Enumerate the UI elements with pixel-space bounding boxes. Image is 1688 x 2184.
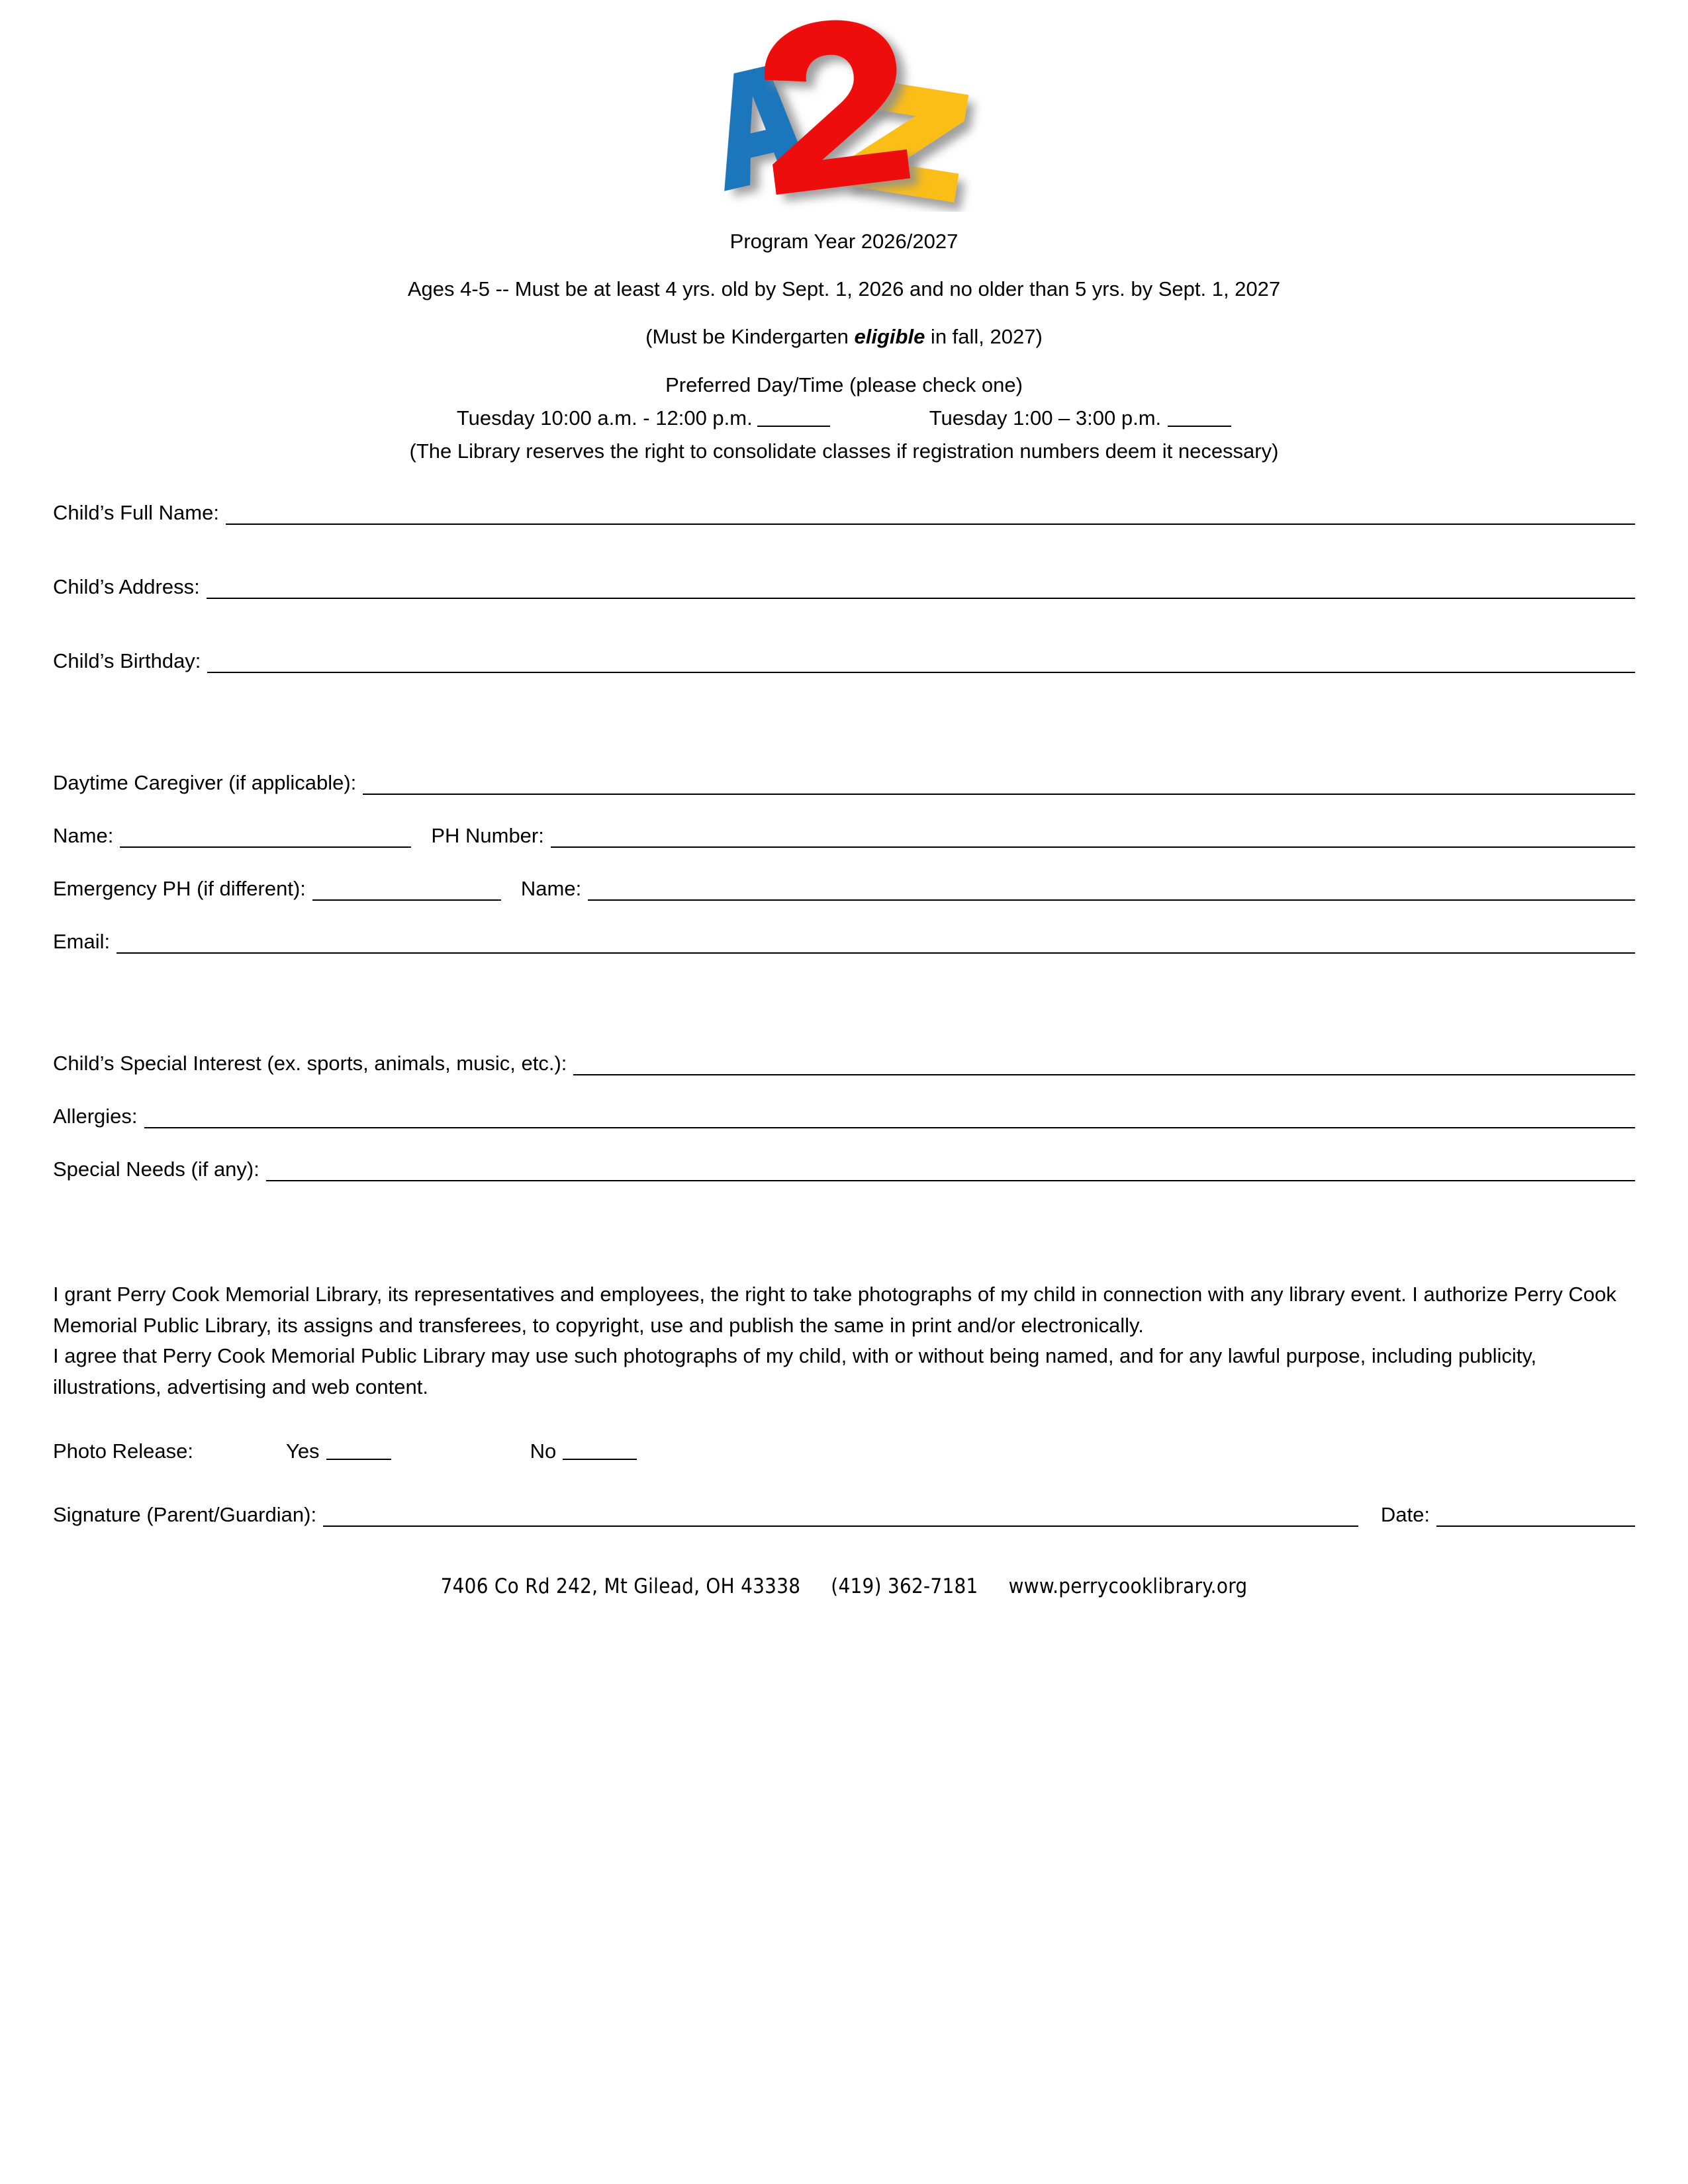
spacer (53, 1128, 1635, 1158)
photo-release-row (53, 1439, 1635, 1463)
spacer (53, 848, 1635, 877)
daytime-caregiver-input[interactable] (363, 776, 1635, 795)
consolidate-note: (The Library reserves the right to consolidate classes if registration numbers deem it necessary) (409, 439, 1279, 463)
daytime-option-morning-label: Tuesday 10:00 a.m. - 12:00 p.m. (456, 406, 753, 430)
photo-release-yes-label: Yes (285, 1439, 320, 1463)
special-interest-label: Child’s Special Interest (ex. sports, animals, music, etc.): (53, 1052, 567, 1075)
header-block (53, 225, 1635, 402)
field-child-birthday (53, 649, 1635, 673)
date-input[interactable] (1436, 1508, 1635, 1527)
field-allergies (53, 1105, 1635, 1128)
photo-release-yes[interactable] (193, 1439, 391, 1463)
consent-paragraph-1: I grant Perry Cook Memorial Library, its representatives and employees, the right to take photographs of my child in connection with any library event. I authorize Perry Cook Memorial Public Library, its assigns and transferees, to copyright, use and publish the same in print and/or electronically. (53, 1283, 1617, 1337)
spacer (53, 525, 1635, 575)
program-year: Program Year 2026/2027 (729, 230, 959, 253)
field-caregiver-name-phone (53, 824, 1635, 848)
photo-release-no[interactable] (391, 1439, 637, 1463)
emergency-phone-input[interactable] (312, 882, 501, 901)
daytime-option-afternoon-label: Tuesday 1:00 – 3:00 p.m. (929, 406, 1162, 430)
consolidate-note-block (53, 435, 1635, 468)
special-needs-input[interactable] (266, 1163, 1635, 1181)
field-child-address (53, 575, 1635, 599)
caregiver-phone-label: PH Number: (431, 824, 544, 848)
kindergarten-note (53, 320, 1635, 353)
email-label: Email: (53, 930, 111, 954)
photo-release-label: Photo Release: (53, 1439, 193, 1463)
daytime-options (53, 402, 1635, 435)
a2z-logo-icon (639, 13, 1049, 212)
spacer (53, 954, 1635, 1052)
caregiver-name-label: Name: (53, 824, 114, 848)
a2z-logo (639, 13, 1049, 212)
spacer (53, 795, 1635, 824)
kindergarten-note-emphasis: eligible (854, 325, 925, 349)
spacer (53, 673, 1635, 771)
footer-phone: (419) 362-7181 (831, 1574, 978, 1599)
daytime-option-morning-checkline[interactable] (757, 426, 830, 427)
signature-label: Signature (Parent/Guardian): (53, 1503, 317, 1527)
kindergarten-note-prefix: (Must be Kindergarten (645, 325, 855, 349)
spacer (53, 599, 1635, 649)
consent-block (53, 1279, 1635, 1402)
child-address-input[interactable] (207, 580, 1635, 599)
footer-address: 7406 Co Rd 242, Mt Gilead, OH 43338 (440, 1574, 801, 1599)
field-special-needs (53, 1158, 1635, 1181)
field-email (53, 930, 1635, 954)
child-full-name-label: Child’s Full Name: (53, 501, 219, 525)
footer-website[interactable]: www.perrycooklibrary.org (1008, 1574, 1248, 1599)
daytime-option-afternoon-checkline[interactable] (1168, 426, 1231, 427)
signature-row (53, 1503, 1635, 1527)
footer (53, 1574, 1635, 1598)
child-address-label: Child’s Address: (53, 575, 200, 599)
special-needs-label: Special Needs (if any): (53, 1158, 259, 1181)
spacer (53, 258, 1635, 273)
preferred-daytime-label: Preferred Day/Time (please check one) (665, 373, 1023, 396)
ages-requirement: Ages 4-5 -- Must be at least 4 yrs. old by Sept. 1, 2026 and no older than 5 yrs. by Sept. 1, 2027 (407, 277, 1281, 301)
photo-release-yes-checkline[interactable] (326, 1459, 391, 1460)
field-child-full-name (53, 501, 1635, 525)
emergency-name-label: Name: (520, 877, 582, 901)
consent-paragraph-2: I agree that Perry Cook Memorial Public Library may use such photographs of my child, with or without being named, and for any lawful purpose, including publicity, illustrations, advertising and web content. (53, 1344, 1537, 1398)
caregiver-name-input[interactable] (120, 829, 411, 848)
kindergarten-note-suffix: in fall, 2027) (925, 325, 1043, 349)
allergies-label: Allergies: (53, 1105, 138, 1128)
emergency-name-input[interactable] (588, 882, 1635, 901)
spacer (53, 306, 1635, 320)
logo-container (53, 0, 1635, 225)
caregiver-phone-input[interactable] (551, 829, 1635, 848)
field-daytime-caregiver (53, 771, 1635, 795)
emergency-phone-label: Emergency PH (if different): (53, 877, 306, 901)
daytime-option-afternoon[interactable] (929, 402, 1231, 435)
field-emergency-phone-name (53, 877, 1635, 901)
signature-input[interactable] (323, 1508, 1358, 1527)
email-input[interactable] (117, 935, 1635, 954)
photo-release-no-label: No (530, 1439, 557, 1463)
allergies-input[interactable] (144, 1110, 1636, 1128)
child-birthday-input[interactable] (207, 655, 1635, 673)
spacer (53, 1075, 1635, 1105)
child-full-name-input[interactable] (226, 506, 1635, 525)
daytime-caregiver-label: Daytime Caregiver (if applicable): (53, 771, 357, 795)
date-label: Date: (1380, 1503, 1430, 1527)
spacer (53, 901, 1635, 930)
photo-release-no-checkline[interactable] (563, 1459, 637, 1460)
special-interest-input[interactable] (573, 1057, 1635, 1075)
daytime-option-morning[interactable] (457, 402, 929, 435)
form-fields (53, 501, 1635, 1181)
spacer (53, 354, 1635, 369)
child-birthday-label: Child’s Birthday: (53, 649, 201, 673)
field-special-interest (53, 1052, 1635, 1075)
